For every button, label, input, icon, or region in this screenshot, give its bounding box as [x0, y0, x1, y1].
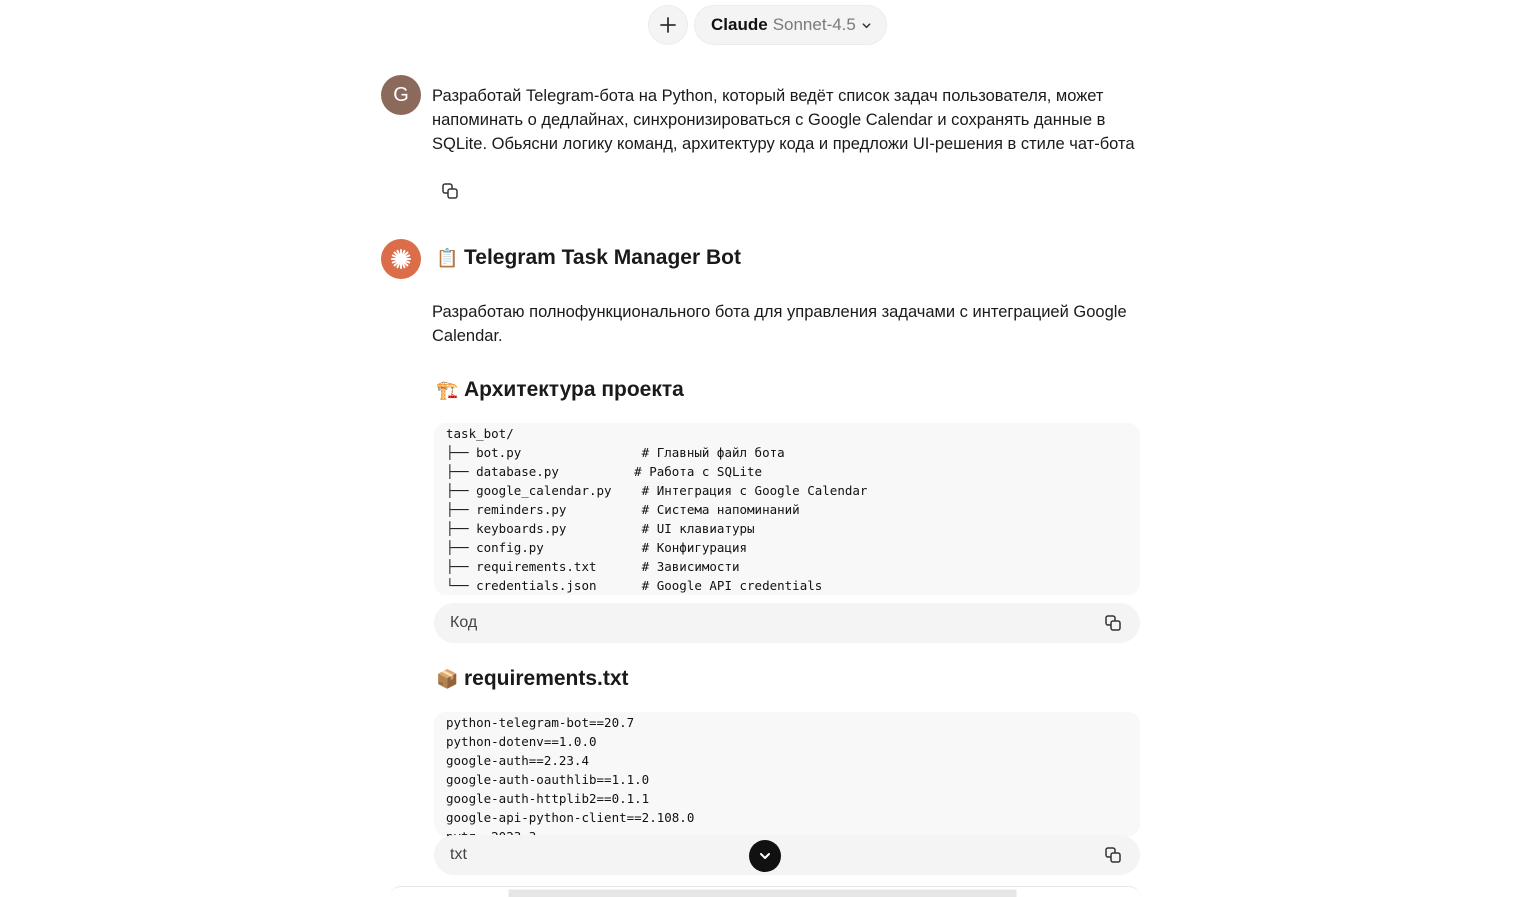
- response-title: [436, 246, 741, 270]
- model-version: Sonnet-4.5: [772, 15, 856, 34]
- code-line: google-auth-oauthlib==1.1.0: [446, 772, 650, 787]
- code-line: python-telegram-bot==20.7: [446, 715, 635, 730]
- code-footer-architecture: [434, 603, 1140, 643]
- code-block-requirements: [434, 712, 1140, 836]
- code-language-label: txt: [450, 846, 467, 863]
- section-heading-architecture: [436, 378, 684, 402]
- code-line: ├── bot.py # Главный файл бота: [446, 445, 785, 460]
- user-avatar: [381, 75, 421, 115]
- code-line: python-dotenv==1.0.0: [446, 734, 597, 749]
- code-line: task_bot/: [446, 426, 514, 441]
- section-heading-requirements: [436, 667, 629, 691]
- model-selector[interactable]: [694, 5, 887, 45]
- plus-icon: [659, 16, 677, 34]
- section-heading-text: requirements.txt: [464, 667, 629, 690]
- model-brand: Claude: [711, 15, 768, 34]
- package-icon: 📦: [436, 668, 459, 689]
- chevron-down-icon: [861, 20, 872, 31]
- response-intro: Разработаю полнофункционального бота для управления задачами с интеграцией Google Calendar.: [432, 303, 1127, 345]
- clipboard-icon: 📋: [436, 247, 459, 268]
- code-line: ├── google_calendar.py # Интеграция с Google Calendar: [446, 483, 868, 498]
- response-title-text: Telegram Task Manager Bot: [464, 246, 741, 269]
- copy-code-button[interactable]: [1102, 844, 1124, 866]
- code-line: ├── requirements.txt # Зависимости: [446, 559, 740, 574]
- code-line: ├── database.py # Работа с SQLite: [446, 464, 763, 479]
- code-line: google-auth-httplib2==0.1.1: [446, 791, 650, 806]
- assistant-avatar: [381, 239, 421, 279]
- code-line: ├── config.py # Конфигурация: [446, 540, 748, 555]
- code-line: └── credentials.json # Google API credentials: [446, 578, 823, 593]
- user-message-text: Разработай Telegram-бота на Python, который ведёт список задач пользователя, может напоминать о дедлайнах, синхронизироваться с Google Calendar и сохранять данные в SQLite. Обьясни логику команд, архитектуру кода и предложи UI-решения в стиле чат-бота: [432, 87, 1135, 153]
- new-chat-button[interactable]: [648, 5, 688, 45]
- code-line: google-api-python-client==2.108.0: [446, 810, 695, 825]
- copy-code-button[interactable]: [1102, 612, 1124, 634]
- code-block-architecture: [434, 423, 1140, 595]
- top-bar: [0, 5, 1533, 47]
- copy-icon: [441, 182, 459, 200]
- copy-icon: [1104, 614, 1122, 632]
- user-avatar-letter: G: [393, 83, 409, 106]
- copy-message-button[interactable]: [437, 178, 463, 204]
- composer-edge: [390, 886, 1140, 897]
- arrow-down-icon: [758, 849, 772, 863]
- code-line: ├── keyboards.py # UI клавиатуры: [446, 521, 755, 536]
- scroll-to-bottom-button[interactable]: [749, 840, 781, 872]
- construction-icon: 🏗️: [436, 379, 459, 400]
- copy-icon: [1104, 846, 1122, 864]
- code-language-label: Код: [450, 614, 478, 631]
- claude-spark-icon: [389, 247, 413, 271]
- section-heading-text: Архитектура проекта: [464, 378, 684, 401]
- code-footer-requirements: [434, 835, 1140, 875]
- code-line: google-auth==2.23.4: [446, 753, 589, 768]
- code-line: ├── reminders.py # Система напоминаний: [446, 502, 800, 517]
